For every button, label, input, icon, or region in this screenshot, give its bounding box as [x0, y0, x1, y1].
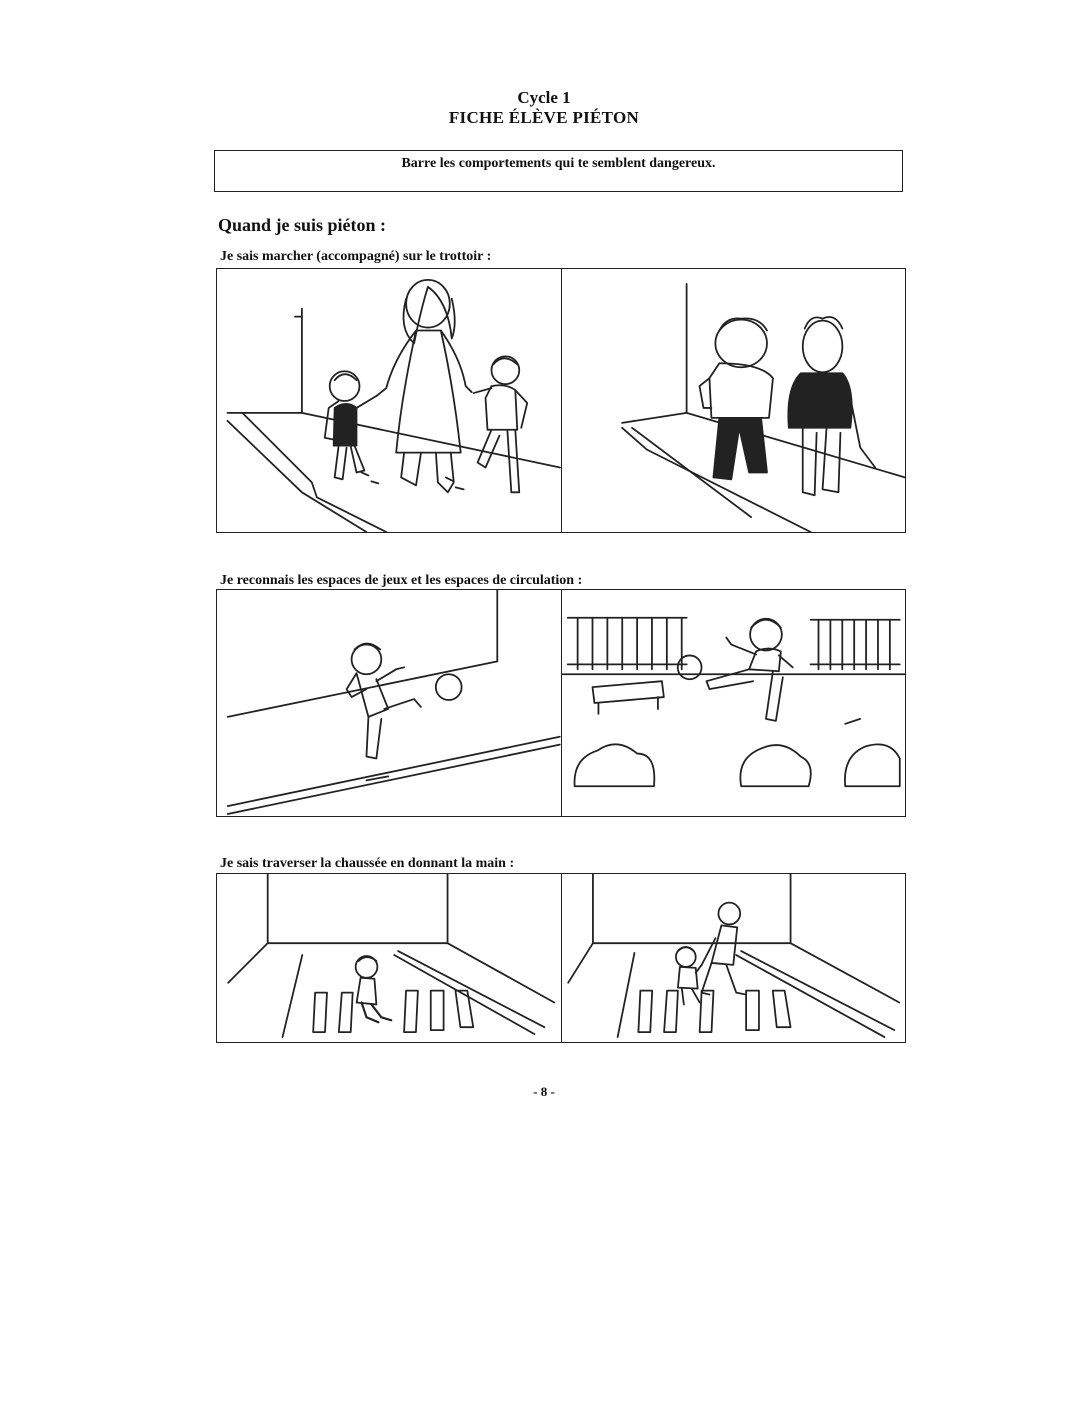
caption-crossing-road: Je sais traverser la chaussée en donnant la main :: [220, 856, 515, 871]
worksheet-title: FICHE ÉLÈVE PIÉTON: [448, 108, 640, 127]
illustration-child-with-adult: [217, 269, 561, 532]
page-number: - 8 -: [533, 1084, 555, 1099]
panel-child-crossing-holding-hand: [561, 874, 906, 1042]
illustration-child-crossing-alone: [217, 874, 561, 1042]
caption-walking-sidewalk: Je sais marcher (accompagné) sur le trottoir :: [220, 249, 492, 264]
illustration-ball-in-playground: [562, 590, 906, 816]
panel-children-alone: [561, 269, 906, 532]
instruction-text: Barre les comportements qui te semblent dangereux.: [401, 156, 716, 171]
panel-child-with-adult: [217, 269, 561, 532]
cycle-label: Cycle 1: [517, 88, 571, 107]
panel-ball-in-playground: [561, 590, 906, 816]
illustration-child-crossing-holding-hand: [562, 874, 906, 1042]
section-heading: Quand je suis piéton :: [218, 215, 387, 235]
panel-child-crossing-alone: [217, 874, 561, 1042]
illustration-ball-near-road: [217, 590, 561, 816]
row-play-vs-traffic: [216, 589, 906, 817]
panel-ball-near-road: [217, 590, 561, 816]
caption-play-vs-traffic: Je reconnais les espaces de jeux et les espaces de circulation :: [220, 573, 583, 588]
illustration-children-alone: [562, 269, 906, 532]
row-crossing-road: [216, 873, 906, 1043]
page-title-block: [0, 88, 1088, 128]
row-walking-sidewalk: [216, 268, 906, 533]
instruction-box: [214, 150, 903, 192]
